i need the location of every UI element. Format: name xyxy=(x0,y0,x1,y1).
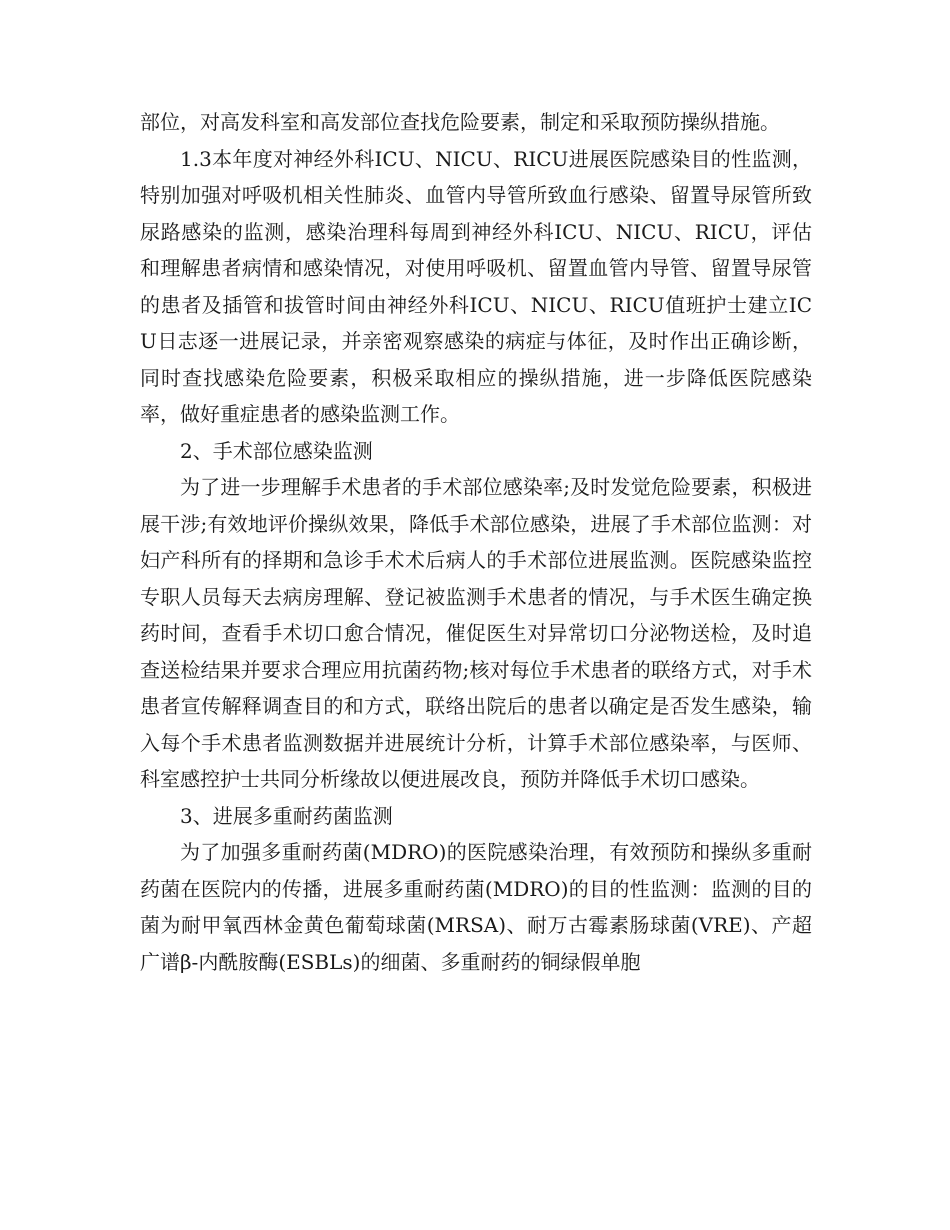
document-body xyxy=(140,104,812,980)
paragraph-icu-monitoring: 1.3本年度对神经外科ICU、NICU、RICU进展医院感染目的性监测，特别加强对呼吸机相关性肺炎、血管内导管所致血行感染、留置导尿管所致尿路感染的监测，感染治理科每周到神经外科ICU、NICU、RICU，评估和理解患者病情和感染情况，对使用呼吸机、留置血管内导管、留置导尿管的患者及插管和拔管时间由神经外科ICU、NICU、RICU值班护士建立ICU日志逐一进展记录，并亲密观察感染的病症与体征，及时作出正确诊断，同时查找感染危险要素，积极采取相应的操纵措施，进一步降低医院感染率，做好重症患者的感染监测工作。 xyxy=(140,146,812,426)
paragraph-mdro: 为了加强多重耐药菌(MDRO)的医院感染治理，有效预防和操纵多重耐药菌在医院内的传播，进展多重耐药菌(MDRO)的目的性监测：监测的目的菌为耐甲氧西林金黄色葡萄球菌(MRSA)、耐万古霉素肠球菌(VRE)、产超广谱β-内酰胺酶(ESBLs)的细菌、多重耐药的铜绿假单胞 xyxy=(140,840,812,974)
paragraph-continuation: 部位，对高发科室和高发部位查找危险要素，制定和采取预防操纵措施。 xyxy=(140,110,780,134)
paragraph-surgical-site: 为了进一步理解手术患者的手术部位感染率;及时发觉危险要素，积极进展干涉;有效地评价操纵效果，降低手术部位感染，进展了手术部位监测：对妇产科所有的择期和急诊手术术后病人的手术部位进展监测。医院感染监控专职人员每天去病房理解、登记被监测手术患者的情况，与手术医生确定换药时间，查看手术切口愈合情况，催促医生对异常切口分泌物送检，及时追查送检结果并要求合理应用抗菌药物;核对每位手术患者的联络方式，对手术患者宣传解释调查目的和方式，联络出院后的患者以确定是否发生感染，输入每个手术患者监测数据并进展统计分析，计算手术部位感染率，与医师、科室感控护士共同分析缘故以便进展改良，预防并降低手术切口感染。 xyxy=(140,475,812,791)
section-heading-mdro: 3、进展多重耐药菌监测 xyxy=(180,803,393,828)
section-heading-surgical-site: 2、手术部位感染监测 xyxy=(180,438,373,463)
